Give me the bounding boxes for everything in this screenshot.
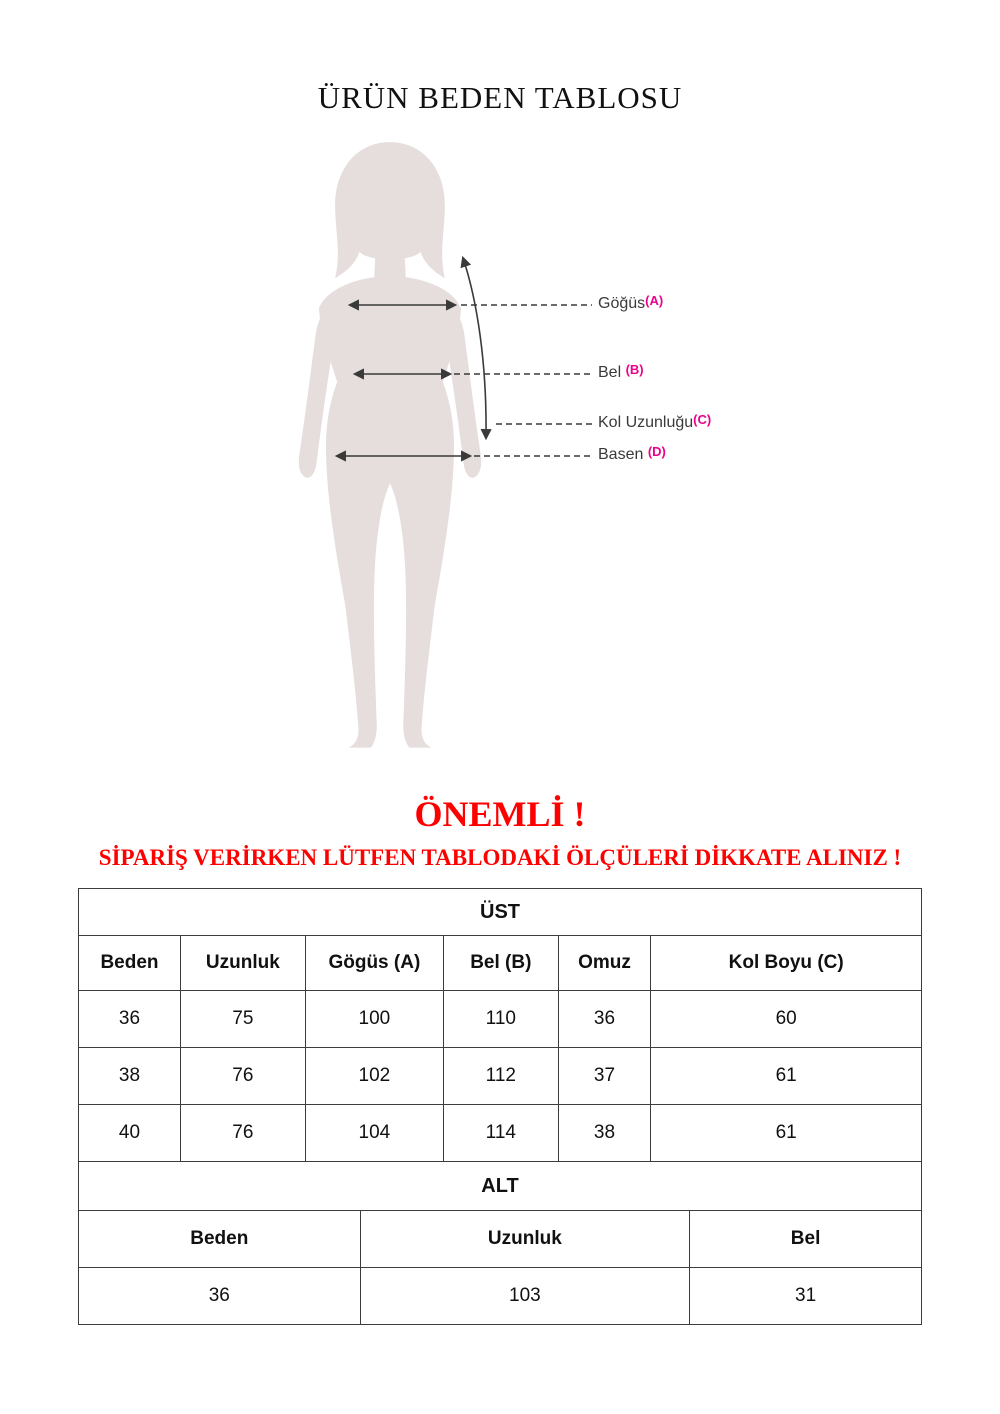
label-chest-text: Göğüs [598, 295, 646, 312]
size-tables [78, 888, 922, 1325]
label-chest [598, 295, 663, 313]
table-row [79, 936, 922, 991]
table-cell: 38 [79, 1048, 181, 1105]
table-cell: 36 [558, 991, 651, 1048]
col-header-uzunluk: Uzunluk [181, 936, 306, 991]
table-row [79, 1211, 922, 1268]
label-hip-letter: (D) [647, 444, 666, 459]
col-header-beden: Beden [79, 1211, 361, 1268]
table-cell: 100 [305, 991, 443, 1048]
table-cell: 36 [79, 1268, 361, 1325]
table-row [79, 991, 922, 1048]
label-arm-letter: (C) [693, 412, 712, 427]
page-title: ÜRÜN BEDEN TABLOSU [317, 80, 683, 115]
col-header-bel: Bel [690, 1211, 922, 1268]
table-cell: 38 [558, 1105, 651, 1162]
table-cell: 61 [651, 1048, 922, 1105]
section-label-alt: ALT [79, 1162, 922, 1211]
label-waist [598, 364, 644, 382]
table-cell: 40 [79, 1105, 181, 1162]
table-cell: 104 [305, 1105, 443, 1162]
col-header-kol-boyu: Kol Boyu (C) [651, 936, 922, 991]
label-arm-length [598, 414, 711, 432]
col-header-bel: Bel (B) [444, 936, 559, 991]
col-header-omuz: Omuz [558, 936, 651, 991]
table-cell: 75 [181, 991, 306, 1048]
section-label-ust: ÜST [79, 889, 922, 936]
table-cell: 76 [181, 1105, 306, 1162]
arm-length-measure-arrow [463, 258, 486, 438]
table-cell: 60 [651, 991, 922, 1048]
label-waist-letter: (B) [625, 362, 644, 377]
table-cell: 114 [444, 1105, 559, 1162]
size-table-alt [78, 1161, 922, 1325]
col-header-beden: Beden [79, 936, 181, 991]
label-chest-letter: (A) [645, 293, 664, 308]
table-row [79, 1162, 922, 1211]
measurement-annotations [280, 138, 750, 750]
table-cell: 102 [305, 1048, 443, 1105]
col-header-gogus: Gögüs (A) [305, 936, 443, 991]
order-warning-text: SİPARİŞ VERİRKEN LÜTFEN TABLODAKİ ÖLÇÜLERİ DİKKATE ALINIZ ! [98, 845, 902, 870]
table-cell: 110 [444, 991, 559, 1048]
table-cell: 36 [79, 991, 181, 1048]
size-table-ust [78, 888, 922, 1162]
label-hip [598, 446, 666, 464]
table-row [79, 1105, 922, 1162]
table-row [79, 1048, 922, 1105]
important-heading: ÖNEMLİ ! [414, 794, 586, 834]
table-cell: 103 [360, 1268, 690, 1325]
table-cell: 37 [558, 1048, 651, 1105]
col-header-uzunluk: Uzunluk [360, 1211, 690, 1268]
table-row [79, 889, 922, 936]
table-row [79, 1268, 922, 1325]
label-hip-text: Basen [598, 446, 648, 463]
table-cell: 112 [444, 1048, 559, 1105]
table-cell: 61 [651, 1105, 922, 1162]
label-arm-text: Kol Uzunluğu [598, 414, 694, 431]
label-waist-text: Bel [598, 364, 626, 381]
table-cell: 31 [690, 1268, 922, 1325]
table-cell: 76 [181, 1048, 306, 1105]
